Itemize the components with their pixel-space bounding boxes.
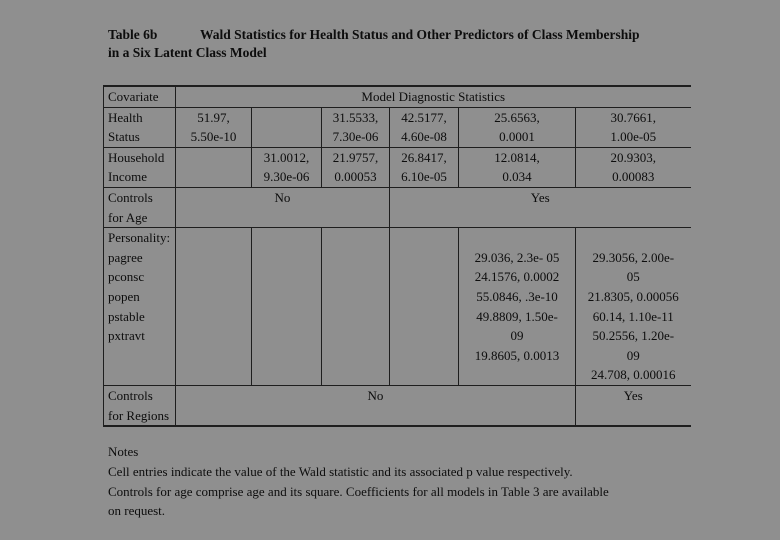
personality-item: popen xyxy=(108,288,140,304)
controls-regions-row xyxy=(104,385,691,426)
income-model-4: 26.8417, 6.10e-05 xyxy=(390,147,459,187)
household-income-label: Household Income xyxy=(104,147,176,187)
personality-item: pxtravt xyxy=(108,328,145,344)
personality-model-6: 29.3056, 2.00e- 05 21.8305, 0.00056 60.14, 1.10e-11 50.2556, 1.20e- 09 24.708, 0.00016 xyxy=(576,228,691,386)
controls-age-row xyxy=(104,187,691,227)
notes xyxy=(108,442,609,521)
health-status-row xyxy=(104,107,691,147)
controls-age-no: No xyxy=(176,187,390,227)
health-model-6: 30.7661, 1.00e-05 xyxy=(576,107,691,147)
controls-age-yes: Yes xyxy=(390,187,691,227)
personality-model-1 xyxy=(176,228,252,386)
income-model-3: 21.9757, 0.00053 xyxy=(322,147,390,187)
income-model-1 xyxy=(176,147,252,187)
personality-label: Personality: pagree pconsc popen pstable pxtravt xyxy=(104,228,176,386)
personality-model-5: 29.036, 2.3e- 05 24.1576, 0.0002 55.0846, .3e-10 49.8809, 1.50e- 09 19.8605, 0.0013 xyxy=(459,228,576,386)
income-model-6: 20.9303, 0.00083 xyxy=(576,147,691,187)
notes-line: Controls for age comprise age and its square. Coefficients for all models in Table 3 are available xyxy=(108,483,609,499)
personality-item: pstable xyxy=(108,308,145,324)
personality-item: pagree xyxy=(108,249,143,265)
notes-heading: Notes xyxy=(108,444,139,459)
income-model-2: 31.0012, 9.30e-06 xyxy=(252,147,322,187)
health-model-2 xyxy=(252,107,322,147)
notes-line: Cell entries indicate the value of the Wald statistic and its associated p value respectively. xyxy=(108,463,573,479)
personality-row xyxy=(104,228,691,386)
health-model-1: 51.97, 5.50e-10 xyxy=(176,107,252,147)
personality-model-3 xyxy=(322,228,390,386)
income-model-5: 12.0814, 0.034 xyxy=(459,147,576,187)
health-model-5: 25.6563, 0.0001 xyxy=(459,107,576,147)
controls-age-label: Controls for Age xyxy=(104,187,176,227)
personality-model-4 xyxy=(390,228,459,386)
household-income-row xyxy=(104,147,691,187)
header-covariate: Covariate xyxy=(104,86,176,107)
table-title xyxy=(108,26,640,62)
table-title-line1: Wald Statistics for Health Status and Other Predictors of Class Membership xyxy=(200,27,640,42)
controls-regions-no: No xyxy=(176,385,576,426)
personality-item: pconsc xyxy=(108,269,145,285)
health-model-4: 42.5177, 4.60e-08 xyxy=(390,107,459,147)
table-number: Table 6b xyxy=(108,27,158,42)
controls-regions-label: Controls for Regions xyxy=(104,385,176,426)
header-model-diagnostics: Model Diagnostic Statistics xyxy=(176,86,691,107)
header-row xyxy=(104,86,691,107)
wald-statistics-table xyxy=(103,85,691,427)
health-model-3: 31.5533, 7.30e-06 xyxy=(322,107,390,147)
notes-line: on request. xyxy=(108,503,166,519)
controls-regions-yes: Yes xyxy=(576,385,691,426)
health-status-label: Health Status xyxy=(104,107,176,147)
personality-model-2 xyxy=(252,228,322,386)
table-title-line2: in a Six Latent Class Model xyxy=(108,45,267,60)
